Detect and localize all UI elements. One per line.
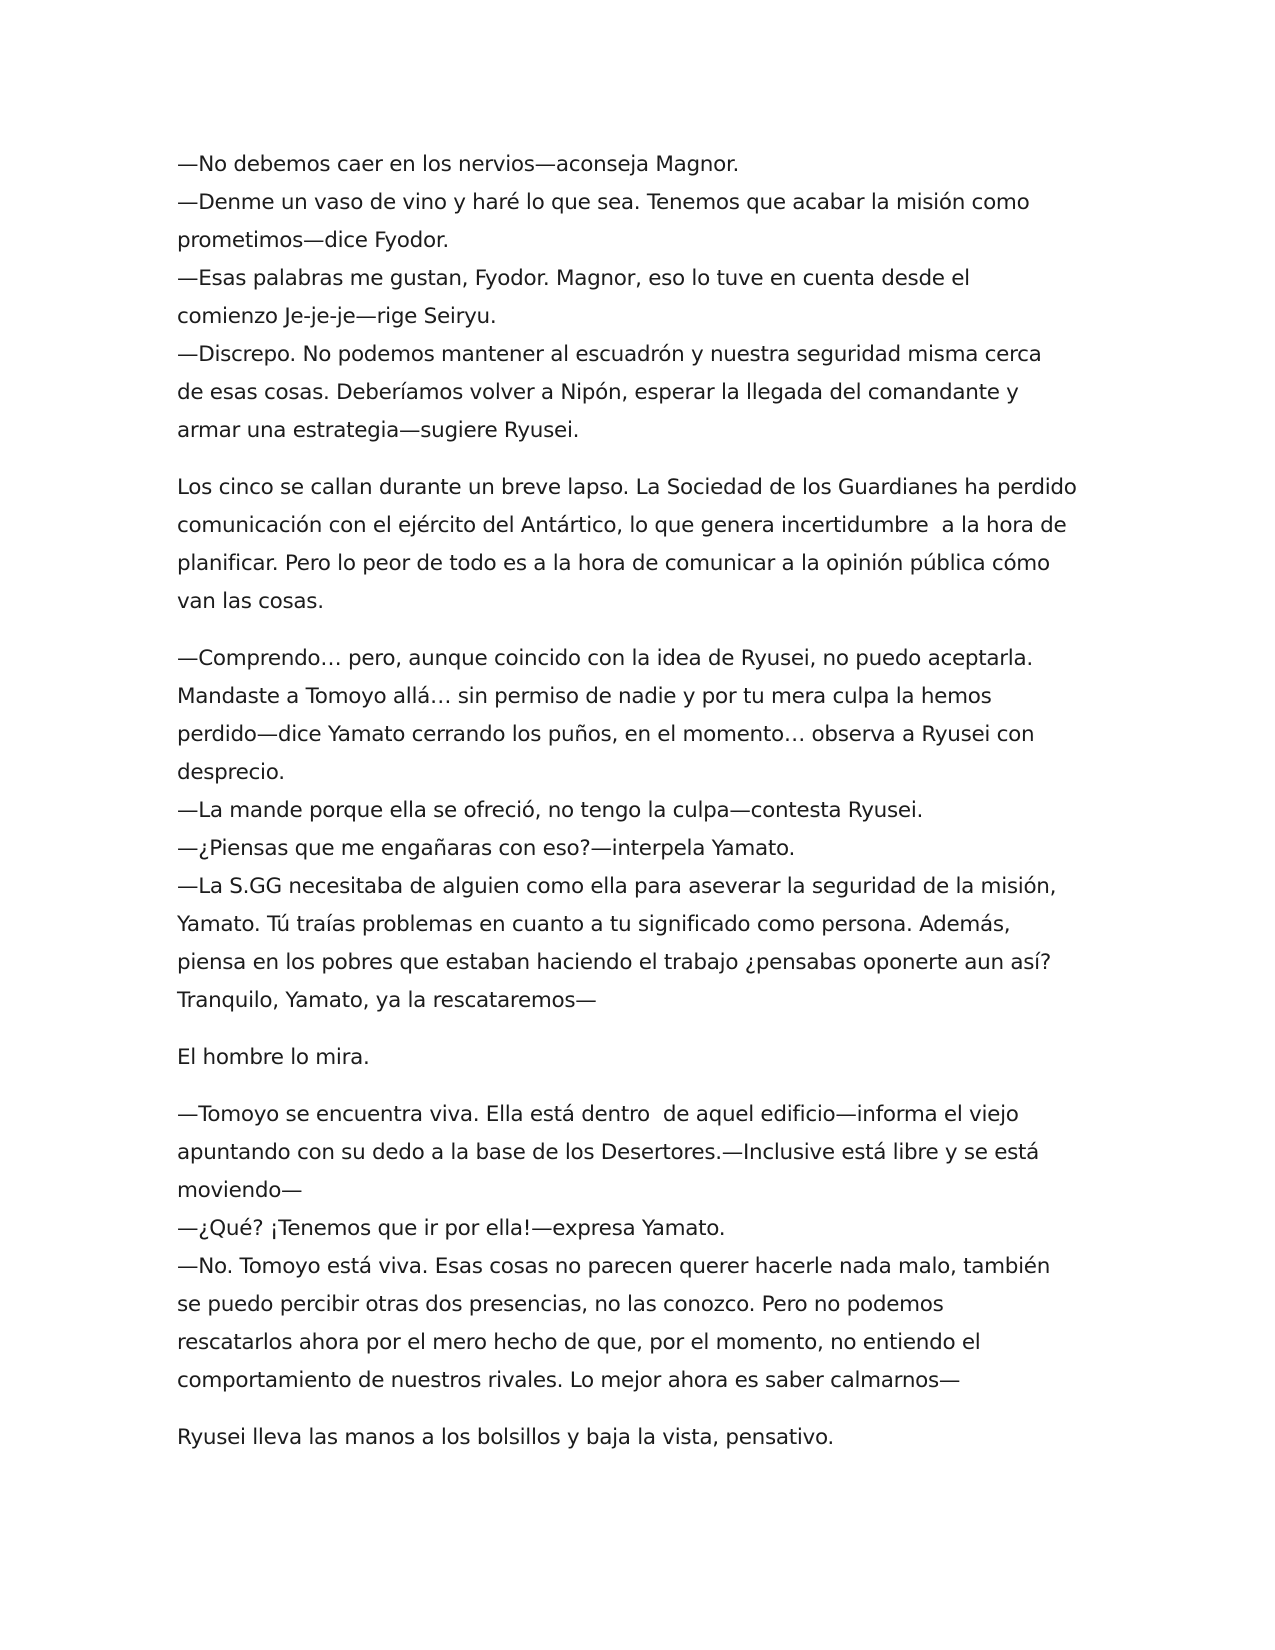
text-line: Mandaste a Tomoyo allá… sin permiso de nadie y por tu mera culpa la hemos bbox=[177, 684, 992, 709]
text-line: planificar. Pero lo peor de todo es a la hora de comunicar a la opinión pública cómo bbox=[177, 551, 1050, 576]
paragraph-6 bbox=[177, 1419, 1107, 1457]
text-line: prometimos—dice Fyodor. bbox=[177, 228, 449, 253]
text-line: Tranquilo, Yamato, ya la rescataremos— bbox=[177, 988, 597, 1013]
paragraph-3 bbox=[177, 640, 1107, 1020]
text-line: —La S.GG necesitaba de alguien como ella para aseverar la seguridad de la misión, bbox=[177, 874, 1057, 899]
paragraph-2 bbox=[177, 469, 1107, 621]
text-line: comienzo Je-je-je—rige Seiryu. bbox=[177, 304, 497, 329]
paragraph-5 bbox=[177, 1096, 1107, 1400]
text-line: desprecio. bbox=[177, 760, 285, 785]
text-line: —No debemos caer en los nervios—aconseja Magnor. bbox=[177, 152, 740, 177]
paragraph-4 bbox=[177, 1039, 1107, 1077]
text-line: —Comprendo… pero, aunque coincido con la idea de Ryusei, no puedo aceptarla. bbox=[177, 646, 1033, 671]
text-line: —Tomoyo se encuentra viva. Ella está dentro de aquel edificio—informa el viejo bbox=[177, 1102, 1019, 1127]
document-body bbox=[177, 146, 1107, 1476]
text-line: van las cosas. bbox=[177, 589, 324, 614]
text-line: se puedo percibir otras dos presencias, no las conozco. Pero no podemos bbox=[177, 1292, 944, 1317]
paragraph-1 bbox=[177, 146, 1107, 450]
text-line: comunicación con el ejército del Antártico, lo que genera incertidumbre a la hora de bbox=[177, 513, 1067, 538]
text-line: El hombre lo mira. bbox=[177, 1045, 370, 1070]
text-line: —Discrepo. No podemos mantener al escuadrón y nuestra seguridad misma cerca bbox=[177, 342, 1042, 367]
text-line: —La mande porque ella se ofreció, no tengo la culpa—contesta Ryusei. bbox=[177, 798, 924, 823]
text-line: Yamato. Tú traías problemas en cuanto a tu significado como persona. Además, bbox=[177, 912, 1011, 937]
text-line: moviendo— bbox=[177, 1178, 303, 1203]
text-line: —¿Qué? ¡Tenemos que ir por ella!—expresa Yamato. bbox=[177, 1216, 726, 1241]
text-line: —¿Piensas que me engañaras con eso?—interpela Yamato. bbox=[177, 836, 796, 861]
text-line: rescatarlos ahora por el mero hecho de que, por el momento, no entiendo el bbox=[177, 1330, 981, 1355]
text-line: —Denme un vaso de vino y haré lo que sea. Tenemos que acabar la misión como bbox=[177, 190, 1030, 215]
text-line: piensa en los pobres que estaban haciendo el trabajo ¿pensabas oponerte aun así? bbox=[177, 950, 1051, 975]
text-line: —No. Tomoyo está viva. Esas cosas no parecen querer hacerle nada malo, también bbox=[177, 1254, 1051, 1279]
text-line: Ryusei lleva las manos a los bolsillos y baja la vista, pensativo. bbox=[177, 1425, 834, 1450]
text-line: comportamiento de nuestros rivales. Lo mejor ahora es saber calmarnos— bbox=[177, 1368, 961, 1393]
text-line: apuntando con su dedo a la base de los Desertores.—Inclusive está libre y se está bbox=[177, 1140, 1040, 1165]
text-line: —Esas palabras me gustan, Fyodor. Magnor, eso lo tuve en cuenta desde el bbox=[177, 266, 970, 291]
text-line: perdido—dice Yamato cerrando los puños, en el momento… observa a Ryusei con bbox=[177, 722, 1035, 747]
text-line: Los cinco se callan durante un breve lapso. La Sociedad de los Guardianes ha perdido bbox=[177, 475, 1077, 500]
text-line: de esas cosas. Deberíamos volver a Nipón, esperar la llegada del comandante y bbox=[177, 380, 1019, 405]
text-line: armar una estrategia—sugiere Ryusei. bbox=[177, 418, 580, 443]
